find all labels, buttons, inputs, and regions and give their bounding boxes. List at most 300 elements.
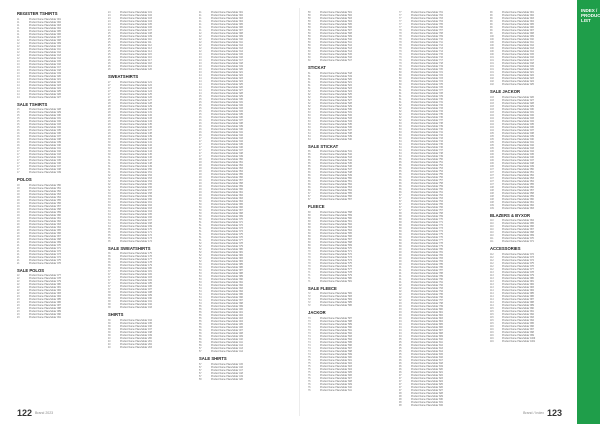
entry-page-number: 23 xyxy=(17,311,20,314)
entry-product-name: Product Name Placeholder 061 xyxy=(29,217,61,220)
entry-page-number: 29 xyxy=(108,126,111,129)
entry-page-number: 27 xyxy=(108,87,111,90)
entry-product-name: Product Name Placeholder 724 xyxy=(411,81,443,83)
entry-page-number: 90 xyxy=(399,249,402,251)
entry-product-name: Product Name Placeholder 782 xyxy=(411,255,443,257)
entry-product-name: Product Name Placeholder 048 xyxy=(29,169,61,172)
entry-page-number: 48 xyxy=(199,171,202,173)
entry-product-name: Product Name Placeholder 346 xyxy=(211,147,243,149)
entry-page-number: 82 xyxy=(399,111,402,113)
entry-page-number: 49 xyxy=(199,198,202,200)
entry-product-name: Product Name Placeholder 400 xyxy=(211,309,243,311)
entry-product-name: Product Name Placeholder 385 xyxy=(211,264,243,266)
entry-page-number: 41 xyxy=(199,24,202,26)
entry-page-number: 58 xyxy=(308,18,311,20)
entry-page-number: 30 xyxy=(108,153,111,156)
entry-page-number: 52 xyxy=(199,249,202,251)
right-footer-brand: Brand / Index xyxy=(523,411,544,415)
entry-page-number: 19 xyxy=(17,205,20,208)
entry-product-name: Product Name Placeholder 592 xyxy=(320,332,352,335)
entry-product-name: Product Name Placeholder 545 xyxy=(320,163,352,166)
entry-page-number: 78 xyxy=(399,48,402,50)
entry-product-name: Product Name Placeholder 596 xyxy=(320,344,352,347)
entry-product-name: Product Name Placeholder 359 xyxy=(211,186,243,188)
entry-product-name: Product Name Placeholder 818 xyxy=(411,363,443,365)
entry-page-number: 56 xyxy=(199,336,202,338)
entry-product-name: Product Name Placeholder 964 xyxy=(502,220,534,223)
entry-page-number: 52 xyxy=(199,243,202,245)
entry-product-name: Product Name Placeholder 090 xyxy=(29,314,61,317)
entry-page-number: 37 xyxy=(108,280,111,283)
entry-page-number: 86 xyxy=(399,192,402,194)
entry-page-number: 62 xyxy=(308,108,311,111)
entry-product-name: Product Name Placeholder 136 xyxy=(120,126,152,129)
entry-product-name: Product Name Placeholder 822 xyxy=(411,375,443,377)
entry-page-number: 17 xyxy=(17,157,20,160)
entry-page-number: 24 xyxy=(108,30,111,32)
entry-product-name: Product Name Placeholder 925 xyxy=(502,84,534,86)
entry-page-number: 46 xyxy=(199,120,202,122)
entry-product-name: Product Name Placeholder 002 xyxy=(29,21,61,24)
entry-page-number: 36 xyxy=(108,256,111,259)
entry-product-name: Product Name Placeholder 158 xyxy=(120,192,152,195)
entry-product-name: Product Name Placeholder 539 xyxy=(320,135,352,138)
entry-page-number: 103 xyxy=(490,105,494,108)
entry-product-name: Product Name Placeholder 595 xyxy=(320,341,352,344)
entry-product-name: Product Name Placeholder 336 xyxy=(211,117,243,119)
entry-product-name: Product Name Placeholder 314 xyxy=(211,51,243,53)
entry-product-name: Product Name Placeholder 364 xyxy=(211,201,243,203)
entry-product-name: Product Name Placeholder 821 xyxy=(411,372,443,374)
section-heading: BLAZERS & BYXOR xyxy=(490,212,531,218)
entry-product-name: Product Name Placeholder 702 xyxy=(411,15,443,17)
entry-product-name: Product Name Placeholder 777 xyxy=(411,240,443,242)
entry-page-number: 85 xyxy=(399,159,402,161)
entry-page-number: 18 xyxy=(17,199,20,202)
entry-page-number: 22 xyxy=(17,278,20,281)
entry-product-name: Product Name Placeholder 586 xyxy=(320,305,352,308)
entry-product-name: Product Name Placeholder 943 xyxy=(502,147,534,150)
entry-page-number: 114 xyxy=(490,301,494,304)
entry-page-number: 85 xyxy=(399,174,402,176)
entry-page-number: 50 xyxy=(199,207,202,209)
entry-page-number: 107 xyxy=(490,177,494,180)
entry-product-name: Product Name Placeholder 542 xyxy=(320,154,352,157)
entry-page-number: 21 xyxy=(17,259,20,262)
entry-product-name: Product Name Placeholder 318 xyxy=(211,63,243,65)
entry-product-name: Product Name Placeholder 505 xyxy=(320,24,352,26)
entry-page-number: 49 xyxy=(199,195,202,197)
entry-product-name: Product Name Placeholder 378 xyxy=(211,243,243,245)
entry-product-name: Product Name Placeholder 576 xyxy=(320,265,352,268)
entry-page-number: 25 xyxy=(108,54,111,56)
entry-page-number: 33 xyxy=(108,201,111,204)
entry-page-number: 28 xyxy=(108,108,111,111)
entry-page-number: 80 xyxy=(399,75,402,77)
entry-page-number: 50 xyxy=(199,216,202,218)
entry-product-name: Product Name Placeholder 774 xyxy=(411,231,443,233)
entry-product-name: Product Name Placeholder 101 xyxy=(120,12,152,14)
entry-page-number: 55 xyxy=(199,321,202,323)
entry-product-name: Product Name Placeholder 145 xyxy=(120,153,152,156)
entry-product-name: Product Name Placeholder 962 xyxy=(502,204,534,207)
entry-product-name: Product Name Placeholder 134 xyxy=(120,120,152,123)
entry-product-name: Product Name Placeholder 793 xyxy=(411,288,443,290)
entry-page-number: 89 xyxy=(399,240,402,242)
entry-product-name: Product Name Placeholder 944 xyxy=(502,150,534,153)
entry-page-number: 83 xyxy=(399,123,402,125)
entry-product-name: Product Name Placeholder 917 xyxy=(502,60,534,62)
entry-product-name: Product Name Placeholder 580 xyxy=(320,277,352,280)
entry-product-name: Product Name Placeholder 103 xyxy=(120,18,152,20)
entry-product-name: Product Name Placeholder 830 xyxy=(411,399,443,401)
entry-product-name: Product Name Placeholder 828 xyxy=(411,393,443,395)
entry-product-name: Product Name Placeholder 512 xyxy=(320,45,352,47)
entry-product-name: Product Name Placeholder 192 xyxy=(120,304,152,307)
entry-page-number: 69 xyxy=(308,244,311,247)
entry-page-number: 87 xyxy=(399,198,402,200)
index-entry xyxy=(199,379,289,382)
entry-page-number: 17 xyxy=(17,160,20,163)
entry-page-number: 42 xyxy=(199,48,202,50)
entry-product-name: Product Name Placeholder 509 xyxy=(320,36,352,38)
entry-product-name: Product Name Placeholder 201 xyxy=(120,340,152,343)
entry-page-number: 16 xyxy=(17,130,20,133)
entry-page-number: 72 xyxy=(308,293,311,296)
entry-product-name: Product Name Placeholder 991 xyxy=(502,310,534,313)
entry-page-number: 29 xyxy=(108,132,111,135)
section-heading: SALE FLEECE xyxy=(308,285,337,291)
entry-product-name: Product Name Placeholder 769 xyxy=(411,216,443,218)
entry-product-name: Product Name Placeholder 792 xyxy=(411,285,443,287)
section-heading: SALE STICKAT xyxy=(308,143,339,149)
entry-page-number: 116 xyxy=(490,334,494,337)
entry-page-number: 36 xyxy=(108,259,111,262)
entry-product-name: Product Name Placeholder 979 xyxy=(502,274,534,277)
entry-page-number: 90 xyxy=(399,261,402,263)
entry-product-name: Product Name Placeholder 502 xyxy=(320,15,352,17)
entry-product-name: Product Name Placeholder 060 xyxy=(29,214,61,217)
entry-page-number: 102 xyxy=(490,78,494,80)
entry-product-name: Product Name Placeholder 808 xyxy=(411,333,443,335)
entry-page-number: 105 xyxy=(490,147,494,150)
entry-page-number: 112 xyxy=(490,256,494,259)
entry-page-number: 29 xyxy=(108,129,111,132)
entry-page-number: 71 xyxy=(308,277,311,280)
entry-page-number: 23 xyxy=(17,302,20,305)
entry-product-name: Product Name Placeholder 386 xyxy=(211,267,243,269)
entry-page-number: 83 xyxy=(399,135,402,137)
entry-product-name: Product Name Placeholder 559 xyxy=(320,214,352,217)
entry-product-name: Product Name Placeholder 768 xyxy=(411,213,443,215)
entry-page-number: 86 xyxy=(399,189,402,191)
entry-page-number: 53 xyxy=(199,270,202,272)
entry-page-number: 91 xyxy=(399,273,402,275)
entry-product-name: Product Name Placeholder 755 xyxy=(411,174,443,176)
entry-product-name: Product Name Placeholder 407 xyxy=(211,330,243,332)
entry-product-name: Product Name Placeholder 051 xyxy=(29,187,61,190)
entry-product-name: Product Name Placeholder 171 xyxy=(120,231,152,234)
entry-product-name: Product Name Placeholder 538 xyxy=(320,132,352,135)
entry-page-number: 116 xyxy=(490,331,494,334)
entry-product-name: Product Name Placeholder 366 xyxy=(211,207,243,209)
entry-product-name: Product Name Placeholder 504 xyxy=(320,21,352,23)
entry-page-number: 35 xyxy=(108,240,111,243)
entry-product-name: Product Name Placeholder 787 xyxy=(411,270,443,272)
entry-page-number: 62 xyxy=(308,105,311,108)
entry-page-number: 35 xyxy=(108,237,111,240)
entry-product-name: Product Name Placeholder 507 xyxy=(320,30,352,32)
entry-page-number: 56 xyxy=(199,345,202,347)
entry-product-name: Product Name Placeholder 723 xyxy=(411,78,443,80)
entry-product-name: Product Name Placeholder 967 xyxy=(502,229,534,232)
entry-page-number: 19 xyxy=(17,211,20,214)
entry-product-name: Product Name Placeholder 178 xyxy=(120,262,152,265)
entry-product-name: Product Name Placeholder 732 xyxy=(411,105,443,107)
entry-product-name: Product Name Placeholder 971 xyxy=(502,241,534,244)
index-column-3 xyxy=(199,12,289,408)
entry-page-number: 84 xyxy=(399,153,402,155)
entry-product-name: Product Name Placeholder 004 xyxy=(29,27,61,30)
entry-page-number: 79 xyxy=(399,54,402,56)
entry-page-number: 86 xyxy=(399,186,402,188)
entry-page-number: 24 xyxy=(108,24,111,26)
entry-product-name: Product Name Placeholder 1001 xyxy=(502,340,536,343)
entry-product-name: Product Name Placeholder 806 xyxy=(411,327,443,329)
entry-page-number: 45 xyxy=(199,114,202,116)
entry-product-name: Product Name Placeholder 709 xyxy=(411,36,443,38)
entry-product-name: Product Name Placeholder 781 xyxy=(411,252,443,254)
entry-product-name: Product Name Placeholder 937 xyxy=(502,129,534,132)
entry-product-name: Product Name Placeholder 984 xyxy=(502,289,534,292)
entry-page-number: 69 xyxy=(308,232,311,235)
entry-page-number: 53 xyxy=(199,279,202,281)
index-column-5 xyxy=(399,12,489,408)
entry-page-number: 45 xyxy=(199,111,202,113)
entry-page-number: 76 xyxy=(308,380,311,383)
entry-page-number: 81 xyxy=(399,102,402,104)
entry-page-number: 105 xyxy=(490,138,494,141)
entry-page-number: 22 xyxy=(17,284,20,287)
entry-page-number: 106 xyxy=(490,156,494,159)
entry-product-name: Product Name Placeholder 605 xyxy=(320,371,352,374)
entry-page-number: 84 xyxy=(399,156,402,158)
entry-product-name: Product Name Placeholder 973 xyxy=(502,256,534,259)
entry-product-name: Product Name Placeholder 410 xyxy=(211,339,243,341)
entry-page-number: 84 xyxy=(399,150,402,152)
entry-product-name: Product Name Placeholder 547 xyxy=(320,169,352,172)
entry-product-name: Product Name Placeholder 036 xyxy=(29,133,61,136)
entry-page-number: 12 xyxy=(17,57,20,60)
entry-page-number: 37 xyxy=(108,286,111,289)
entry-page-number: 61 xyxy=(308,78,311,81)
entry-page-number: 53 xyxy=(199,267,202,269)
entry-product-name: Product Name Placeholder 533 xyxy=(320,117,352,120)
entry-page-number: 75 xyxy=(308,356,311,359)
entry-product-name: Product Name Placeholder 929 xyxy=(502,105,534,108)
entry-page-number: 57 xyxy=(199,372,202,375)
entry-product-name: Product Name Placeholder 071 xyxy=(29,247,61,250)
entry-page-number: 26 xyxy=(108,60,111,62)
entry-page-number: 30 xyxy=(108,150,111,153)
entry-page-number: 70 xyxy=(308,250,311,253)
entry-product-name: Product Name Placeholder 133 xyxy=(120,117,152,120)
entry-page-number: 20 xyxy=(17,238,20,241)
entry-product-name: Product Name Placeholder 153 xyxy=(120,177,152,180)
entry-page-number: 55 xyxy=(199,309,202,311)
entry-page-number: 97 xyxy=(399,375,402,377)
entry-page-number: 50 xyxy=(199,210,202,212)
entry-page-number: 82 xyxy=(399,108,402,110)
entry-page-number: 111 xyxy=(490,241,494,244)
entry-page-number: 111 xyxy=(490,238,494,241)
entry-product-name: Product Name Placeholder 594 xyxy=(320,338,352,341)
entry-product-name: Product Name Placeholder 817 xyxy=(411,360,443,362)
entry-page-number: 39 xyxy=(108,331,111,334)
entry-product-name: Product Name Placeholder 740 xyxy=(411,129,443,131)
entry-page-number: 58 xyxy=(199,378,202,381)
entry-product-name: Product Name Placeholder 831 xyxy=(411,402,443,404)
entry-page-number: 75 xyxy=(308,371,311,374)
entry-product-name: Product Name Placeholder 963 xyxy=(502,207,534,210)
entry-page-number: 11 xyxy=(17,24,20,27)
entry-page-number: 76 xyxy=(308,377,311,380)
entry-page-number: 92 xyxy=(399,285,402,287)
entry-page-number: 65 xyxy=(308,160,311,163)
entry-product-name: Product Name Placeholder 779 xyxy=(411,246,443,248)
entry-product-name: Product Name Placeholder 174 xyxy=(120,240,152,243)
entry-product-name: Product Name Placeholder 969 xyxy=(502,235,534,238)
entry-page-number: 41 xyxy=(199,12,202,14)
entry-page-number: 98 xyxy=(399,393,402,395)
entry-page-number: 99 xyxy=(490,33,493,35)
entry-page-number: 33 xyxy=(108,195,111,198)
entry-page-number: 90 xyxy=(399,255,402,257)
entry-page-number: 51 xyxy=(199,240,202,242)
entry-product-name: Product Name Placeholder 550 xyxy=(320,178,352,181)
entry-page-number: 92 xyxy=(399,288,402,290)
entry-product-name: Product Name Placeholder 703 xyxy=(411,18,443,20)
entry-page-number: 84 xyxy=(399,141,402,143)
entry-product-name: Product Name Placeholder 037 xyxy=(29,136,61,139)
entry-product-name: Product Name Placeholder 185 xyxy=(120,283,152,286)
entry-page-number: 113 xyxy=(490,271,494,274)
entry-product-name: Product Name Placeholder 784 xyxy=(411,261,443,263)
entry-page-number: 44 xyxy=(199,78,202,80)
entry-page-number: 23 xyxy=(17,317,20,320)
entry-product-name: Product Name Placeholder 563 xyxy=(320,226,352,229)
entry-page-number: 25 xyxy=(108,39,111,41)
entry-product-name: Product Name Placeholder 138 xyxy=(120,132,152,135)
entry-product-name: Product Name Placeholder 931 xyxy=(502,111,534,114)
entry-page-number: 59 xyxy=(308,39,311,41)
entry-page-number: 74 xyxy=(308,338,311,341)
entry-page-number: 79 xyxy=(399,57,402,59)
entry-page-number: 59 xyxy=(308,36,311,38)
entry-product-name: Product Name Placeholder 039 xyxy=(29,142,61,145)
entry-page-number: 46 xyxy=(199,132,202,134)
entry-page-number: 98 xyxy=(399,396,402,398)
entry-product-name: Product Name Placeholder 034 xyxy=(29,127,61,130)
entry-page-number: 65 xyxy=(308,163,311,166)
entry-page-number: 89 xyxy=(399,246,402,248)
entry-product-name: Product Name Placeholder 367 xyxy=(211,210,243,212)
entry-product-name: Product Name Placeholder 976 xyxy=(502,265,534,268)
entry-product-name: Product Name Placeholder 611 xyxy=(320,389,352,392)
entry-page-number: 34 xyxy=(108,216,111,219)
entry-product-name: Product Name Placeholder 712 xyxy=(411,45,443,47)
entry-page-number: 96 xyxy=(399,357,402,359)
entry-page-number: 95 xyxy=(399,342,402,344)
entry-page-number: 78 xyxy=(399,30,402,32)
entry-product-name: Product Name Placeholder 572 xyxy=(320,253,352,256)
entry-product-name: Product Name Placeholder 193 xyxy=(120,307,152,310)
entry-product-name: Product Name Placeholder 104 xyxy=(120,21,152,23)
entry-product-name: Product Name Placeholder 142 xyxy=(120,144,152,147)
entry-page-number: 32 xyxy=(108,174,111,177)
entry-page-number: 38 xyxy=(108,295,111,298)
entry-product-name: Product Name Placeholder 731 xyxy=(411,102,443,104)
entry-product-name: Product Name Placeholder 747 xyxy=(411,150,443,152)
entry-page-number: 36 xyxy=(108,268,111,271)
entry-page-number: 74 xyxy=(308,353,311,356)
entry-page-number: 73 xyxy=(308,323,311,326)
entry-page-number: 82 xyxy=(399,114,402,116)
entry-page-number: 70 xyxy=(308,262,311,265)
entry-page-number: 53 xyxy=(199,276,202,278)
entry-product-name: Product Name Placeholder 198 xyxy=(120,331,152,334)
entry-product-name: Product Name Placeholder 956 xyxy=(502,186,534,189)
entry-product-name: Product Name Placeholder 738 xyxy=(411,123,443,125)
entry-page-number: 15 xyxy=(17,118,20,121)
entry-page-number: 60 xyxy=(308,54,311,56)
entry-page-number: 45 xyxy=(199,96,202,98)
entry-page-number: 16 xyxy=(17,148,20,151)
entry-page-number: 28 xyxy=(108,105,111,108)
entry-page-number: 107 xyxy=(490,183,494,186)
entry-page-number: 61 xyxy=(308,84,311,87)
entry-page-number: 86 xyxy=(399,180,402,182)
entry-product-name: Product Name Placeholder 365 xyxy=(211,204,243,206)
entry-page-number: 63 xyxy=(308,114,311,117)
entry-product-name: Product Name Placeholder 024 xyxy=(29,87,61,90)
entry-page-number: 29 xyxy=(108,120,111,123)
entry-product-name: Product Name Placeholder 084 xyxy=(29,296,61,299)
entry-product-name: Product Name Placeholder 600 xyxy=(320,356,352,359)
entry-page-number: 18 xyxy=(17,196,20,199)
entry-page-number: 77 xyxy=(399,27,402,29)
entry-product-name: Product Name Placeholder 370 xyxy=(211,219,243,221)
entry-product-name: Product Name Placeholder 355 xyxy=(211,174,243,176)
entry-page-number: 90 xyxy=(399,258,402,260)
entry-page-number: 92 xyxy=(399,291,402,293)
entry-page-number: 40 xyxy=(108,337,111,340)
entry-product-name: Product Name Placeholder 986 xyxy=(502,295,534,298)
entry-product-name: Product Name Placeholder 916 xyxy=(502,57,534,59)
entry-product-name: Product Name Placeholder 157 xyxy=(120,189,152,192)
entry-product-name: Product Name Placeholder 571 xyxy=(320,250,352,253)
entry-product-name: Product Name Placeholder 339 xyxy=(211,126,243,128)
entry-product-name: Product Name Placeholder 532 xyxy=(320,114,352,117)
entry-product-name: Product Name Placeholder 713 xyxy=(411,48,443,50)
entry-product-name: Product Name Placeholder 519 xyxy=(320,75,352,78)
entry-page-number: 114 xyxy=(490,295,494,298)
entry-page-number: 15 xyxy=(17,115,20,118)
entry-product-name: Product Name Placeholder 951 xyxy=(502,171,534,174)
entry-product-name: Product Name Placeholder 999 xyxy=(502,334,534,337)
entry-page-number: 48 xyxy=(199,159,202,161)
index-column-6 xyxy=(490,12,570,408)
